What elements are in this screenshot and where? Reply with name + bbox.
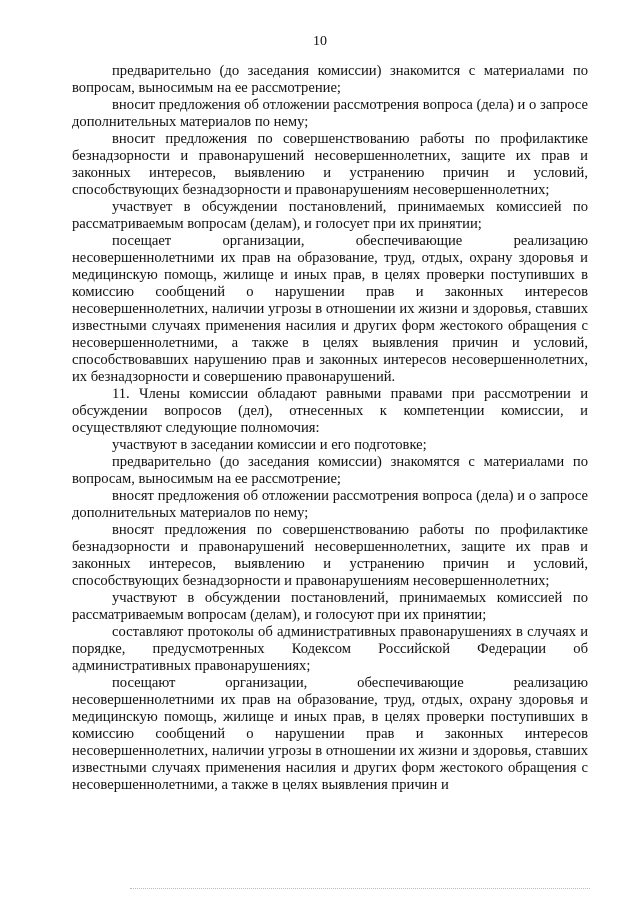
paragraph-5: посещает организации, обеспечивающие реализацию несовершеннолетними их прав на образование, труд, отдых, охрану здоровья и медицинскую помощь, жилище и иных прав, в целях проверки поступивших в комиссию сообщений о нарушении прав и законных интересов несовершеннолетних, наличии угрозы в отношении их жизни и здоровья, ставших известными случаях применения насилия и других форм жестокого обращения с несовершеннолетними, а также в целях выявления причин и условий, способствовавших нарушению прав и законных интересов несовершеннолетних, их безнадзорности и совершению правонарушений.: [72, 233, 588, 385]
document-body: [72, 63, 588, 794]
paragraph-6-section-11: 11. Члены комиссии обладают равными правами при рассмотрении и обсуждении вопросов (дел), отнесенных к компетенции комиссии, и осуществляют следующие полномочия:: [72, 386, 588, 436]
paragraph-8: предварительно (до заседания комиссии) знакомятся с материалами по вопросам, выносимым на ее рассмотрение;: [72, 454, 588, 487]
scan-artifact-line: [130, 888, 590, 889]
paragraph-7: участвуют в заседании комиссии и его подготовке;: [112, 437, 427, 453]
paragraph-12: составляют протоколы об административных правонарушениях в случаях и порядке, предусмотренных Кодексом Российской Федерации об административных правонарушениях;: [72, 624, 588, 674]
paragraph-2: вносит предложения об отложении рассмотрения вопроса (дела) и о запросе дополнительных материалов по нему;: [72, 97, 588, 130]
paragraph-9: вносят предложения об отложении рассмотрения вопроса (дела) и о запросе дополнительных материалов по нему;: [72, 488, 588, 521]
paragraph-10: вносят предложения по совершенствованию работы по профилактике безнадзорности и правонарушений несовершеннолетних, защите их прав и законных интересов, выявлению и устранению причин и условий, способствующих безнадзорности и правонарушениям несовершеннолетних;: [72, 522, 588, 589]
paragraph-4: участвует в обсуждении постановлений, принимаемых комиссией по рассматриваемым вопросам (делам), и голосует при их принятии;: [72, 199, 588, 232]
paragraph-1: предварительно (до заседания комиссии) знакомится с материалами по вопросам, выносимым на ее рассмотрение;: [72, 63, 588, 96]
paragraph-13: посещают организации, обеспечивающие реализацию несовершеннолетними их прав на образование, труд, отдых, охрану здоровья и медицинскую помощь, жилище и иных прав, в целях проверки поступивших в комиссию сообщений о нарушении прав и законных интересов несовершеннолетних, наличии угрозы в отношении их жизни и здоровья, ставших известными случаях применения насилия и других форм жестокого обращения с несовершеннолетними, а также в целях выявления причин и: [72, 675, 588, 793]
page-number: 10: [313, 34, 327, 49]
paragraph-3: вносит предложения по совершенствованию работы по профилактике безнадзорности и правонарушений несовершеннолетних, защите их прав и законных интересов, выявлению и устранению причин и условий, способствующих безнадзорности и правонарушениям несовершеннолетних;: [72, 131, 588, 198]
paragraph-11: участвуют в обсуждении постановлений, принимаемых комиссией по рассматриваемым вопросам (делам), и голосуют при их принятии;: [72, 590, 588, 623]
